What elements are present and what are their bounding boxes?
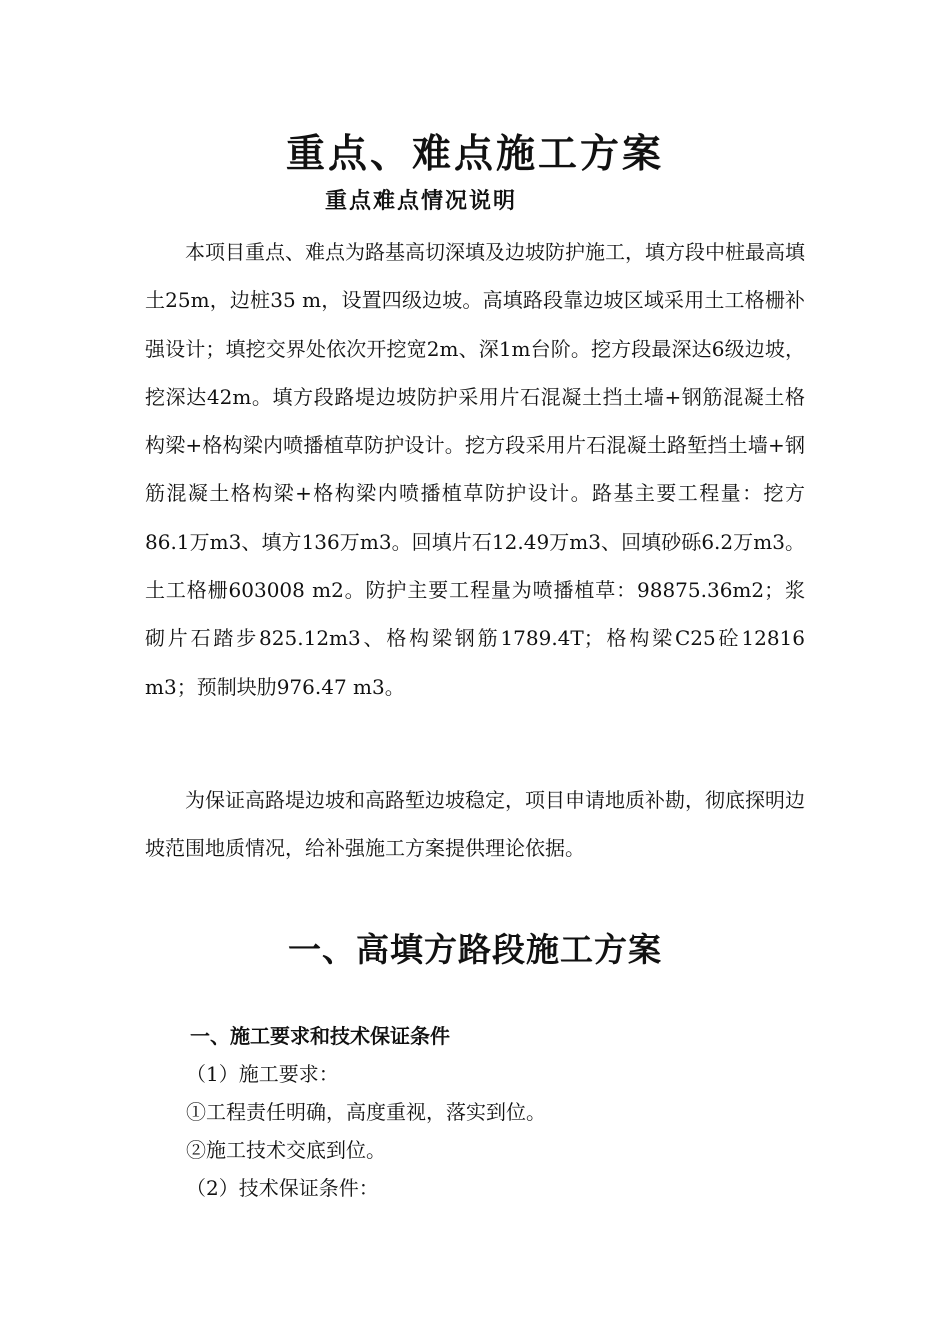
- sub-heading: 一、施工要求和技术保证条件: [190, 1024, 450, 1048]
- body-paragraph: 为保证高路堤边坡和高路堑边坡稳定，项目申请地质补勘，彻底探明边坡范围地质情况，给补强施工方案提供理论依据。: [145, 788, 805, 861]
- list-item: （2）技术保证条件：: [186, 1176, 379, 1200]
- list-item: （1）施工要求：: [186, 1062, 339, 1086]
- document-title: 重点、难点施工方案: [285, 131, 664, 177]
- list-item: ①工程责任明确，高度重视，落实到位。: [186, 1100, 546, 1124]
- body-paragraph: 本项目重点、难点为路基高切深填及边坡防护施工，填方段中桩最高填土25m，边桩35 m，设置四级边坡。高填路段靠边坡区域采用土工格栅补强设计；填挖交界处依次开挖宽2m、深1m台阶。挖方段最深达6级边坡，挖深达42m。填方段路堤边坡防护采用片石混凝土挡土墙+钢筋混凝土格构梁+格构梁内喷播植草防护设计。挖方段采用片石混凝土路堑挡土墙+钢筋混凝土格构梁+格构梁内喷播植草防护设计。路基主要工程量：挖方86.1万m3、填方136万m3。回填片石12.49万m3、回填砂砾6.2万m3。土工格栅603008 m2。防护主要工程量为喷播植草：98875.36m2；浆砌片石踏步825.12m3、格构梁钢筋1789.4T；格构梁C25砼12816 m3；预制块肋976.47 m3。: [145, 240, 805, 699]
- section-title: 一、高填方路段施工方案: [288, 930, 662, 969]
- list-item: ②施工技术交底到位。: [186, 1138, 386, 1162]
- document-subtitle: 重点难点情况说明: [325, 188, 518, 214]
